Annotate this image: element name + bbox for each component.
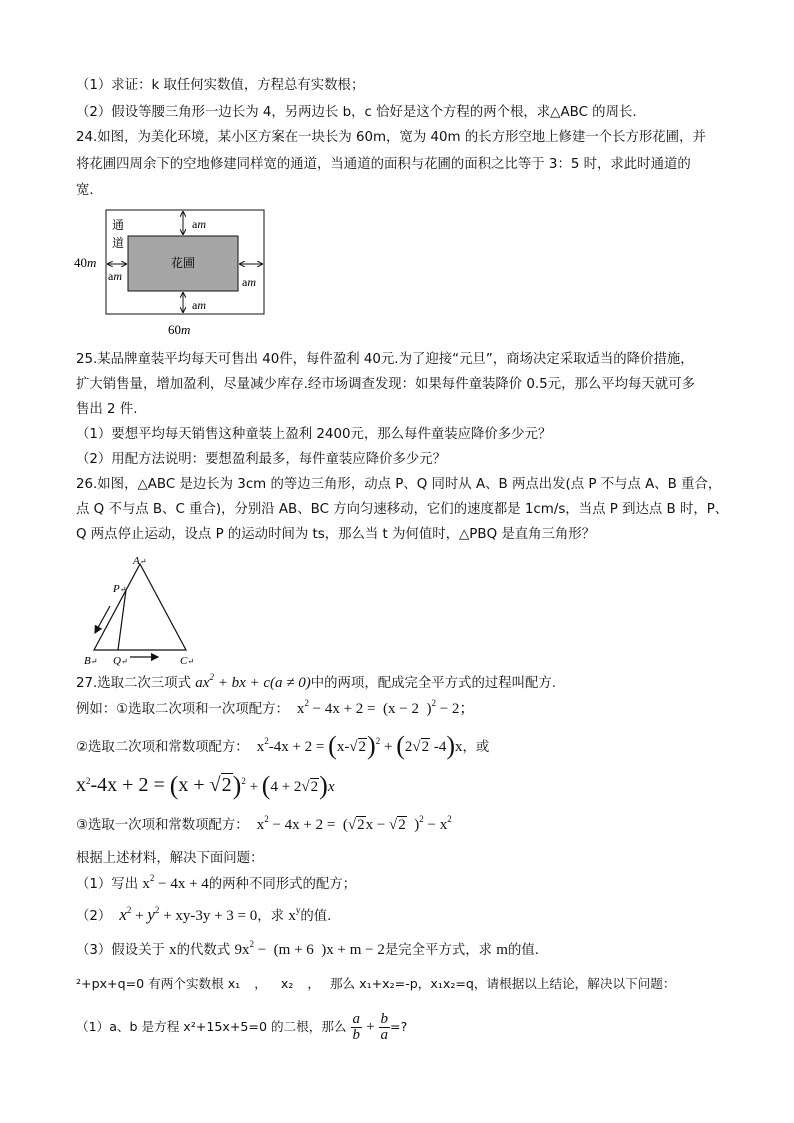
q26-line3: Q 两点停止运动，设点 P 的运动时间为 ts，那么当 t 为何值时，△PBQ 是直角三角形？ <box>76 527 596 542</box>
label-p: P↵ <box>113 583 127 595</box>
q23-part1: （1）求证：k 取任何实数值，方程总有实数根； <box>76 78 365 93</box>
q27-task: 根据上述材料，解决下面问题： <box>76 851 264 866</box>
q27-example3: ③选取一次项和常数项配方： $x^2 - 4x + 2 = (√2x - √2$ )$^2 - x^2$ <box>76 814 452 833</box>
formula-task2: $x^2 + y^2 + xy-3y + 3 = 0$ <box>119 905 258 924</box>
label-a: A↵ <box>133 555 147 567</box>
q27-example2: ②选取二次项和常数项配方： $x^2-4x + 2 = (x-√2)^2 + (2√2$ -4)x，或 <box>76 731 490 760</box>
formula-task3: $9x^2 - (m + 6$ )x + m − 2 <box>234 939 385 958</box>
q24-line1: 24.如图，为美化环境，某小区方案在一块长为 60m，宽为 40m 的长方形空地上修建一个长方形花圃，并 <box>76 130 706 145</box>
left-gap-label: am <box>108 269 122 283</box>
fraction-a-over-b: $\frac{a}{b}$ <box>352 1011 361 1043</box>
formula-task1: $x^2 - 4x + 4$ <box>142 873 209 892</box>
formula-example3: $x^2 - 4x + 2 = (√2x - √2$ )$^2 - x^2$ <box>252 814 452 833</box>
q25-part1: （1）要想平均每天销售这种童装上盈利 2400元，那么每件童装应降价多少元？ <box>76 427 552 442</box>
q27-task3: （3）假设关于 x的代数式 $9x^2 - (m + 6$ )x + m − 2是完全平方式，求 m的值. <box>76 939 539 958</box>
q24-line2: 将花圃四周余下的空地修建同样宽的通道，当通道的面积与花圃的面积之比等于 3：5 时，求此时通道的 <box>76 157 691 172</box>
formula-example2: $x^2-4x + 2 = (x-√2)^2 + (2√2$ -4)x <box>252 731 463 760</box>
top-gap-label: am <box>192 217 206 231</box>
label-c: C↵ <box>180 655 195 667</box>
q24-figure <box>70 205 280 340</box>
label-b: B↵ <box>84 655 98 667</box>
road-label-1: 通 <box>112 218 125 232</box>
label-q: Q↵ <box>113 655 128 667</box>
q23-part2: （2）假设等腰三角形一边长为 4，另两边长 b，c 恰好是这个方程的两个根，求△ABC 的周长. <box>76 105 637 120</box>
q27-line1: 27.选取二次三项式 $ax^2$ + bx + c(a ≠ 0)中的两项，配成完全平方式的过程叫配方. <box>76 672 557 691</box>
q26-line2: 点 Q 不与点 B、C 重合)，分别沿 AB、BC 方向匀速移动，它们的速度都是 1cm/s，当点 P 到达点 B 时，P、 <box>76 502 729 517</box>
q25-line2: 扩大销售量，增加盈利，尽量减少库存.经市场调查发现：如果每件童装降价 0.5元，那么平均每天就可多 <box>76 377 695 392</box>
right-gap-label: am <box>242 275 256 289</box>
q25-line1: 25.某品牌童装平均每天可售出 40件，每件盈利 40元.为了迎接“元旦”，商场决定采取适当的降价措施， <box>76 352 694 367</box>
q26-figure <box>80 552 200 670</box>
q27-task2: （2） $x^2 + y^2 + xy-3y + 3 = 0$，求 $x^y$的值. <box>76 905 332 924</box>
q28-part1: （1）a、b 是方程 x²+15x+5=0 的二根，那么 $\frac{a}{b}$ + $\frac{b}{a}$ =? <box>76 1011 408 1043</box>
formula-example2b: $x^2-4x + 2 = (x + √2)^2$ <box>76 771 246 800</box>
height-label: 40m <box>74 255 97 270</box>
q27-example2b: $x^2-4x + 2 = (x + √2)^2 + (4 + 2√2)x$ <box>76 771 335 800</box>
q27-example1: 例如：①选取二次项和一次项配方： $x^2 - 4x + 2 = (x - 2$ )$^2$ − 2； <box>76 698 475 717</box>
fraction-b-over-a: $\frac{b}{a}$ <box>380 1011 389 1043</box>
road-label-2: 道 <box>112 236 125 250</box>
width-label: 60m <box>168 322 191 337</box>
formula-quadratic-trinomial: $ax^2$ + bx + c(a ≠ 0) <box>195 672 311 691</box>
arrow-p <box>95 606 110 633</box>
bottom-gap-label: am <box>192 298 206 312</box>
triangle-abc <box>94 564 186 650</box>
q26-line1: 26.如图，△ABC 是边长为 3cm 的等边三角形，动点 P、Q 同时从 A、B 两点出发(点 P 不与点 A、B 重合， <box>76 477 722 492</box>
garden-label: 花圃 <box>170 256 196 270</box>
q28-line1: ²+px+q=0 有两个实数根 x₁ ， x₂ ， 那么 x₁+x₂=-p，x₁x₂=q，请根据以上结论，解决以下问题： <box>76 976 676 991</box>
q25-part2: （2）用配方法说明：要想盈利最多，每件童装应降价多少元？ <box>76 452 447 467</box>
q27-task1: （1）写出 $x^2 - 4x + 4$的两种不同形式的配方； <box>76 873 357 892</box>
q24-line3: 宽. <box>76 183 94 198</box>
formula-example1: $x^2 - 4x + 2 = (x - 2$ )$^2$ − 2； <box>293 698 475 717</box>
segment-pq <box>118 590 126 650</box>
q25-line3: 售出 2 件. <box>76 402 138 417</box>
